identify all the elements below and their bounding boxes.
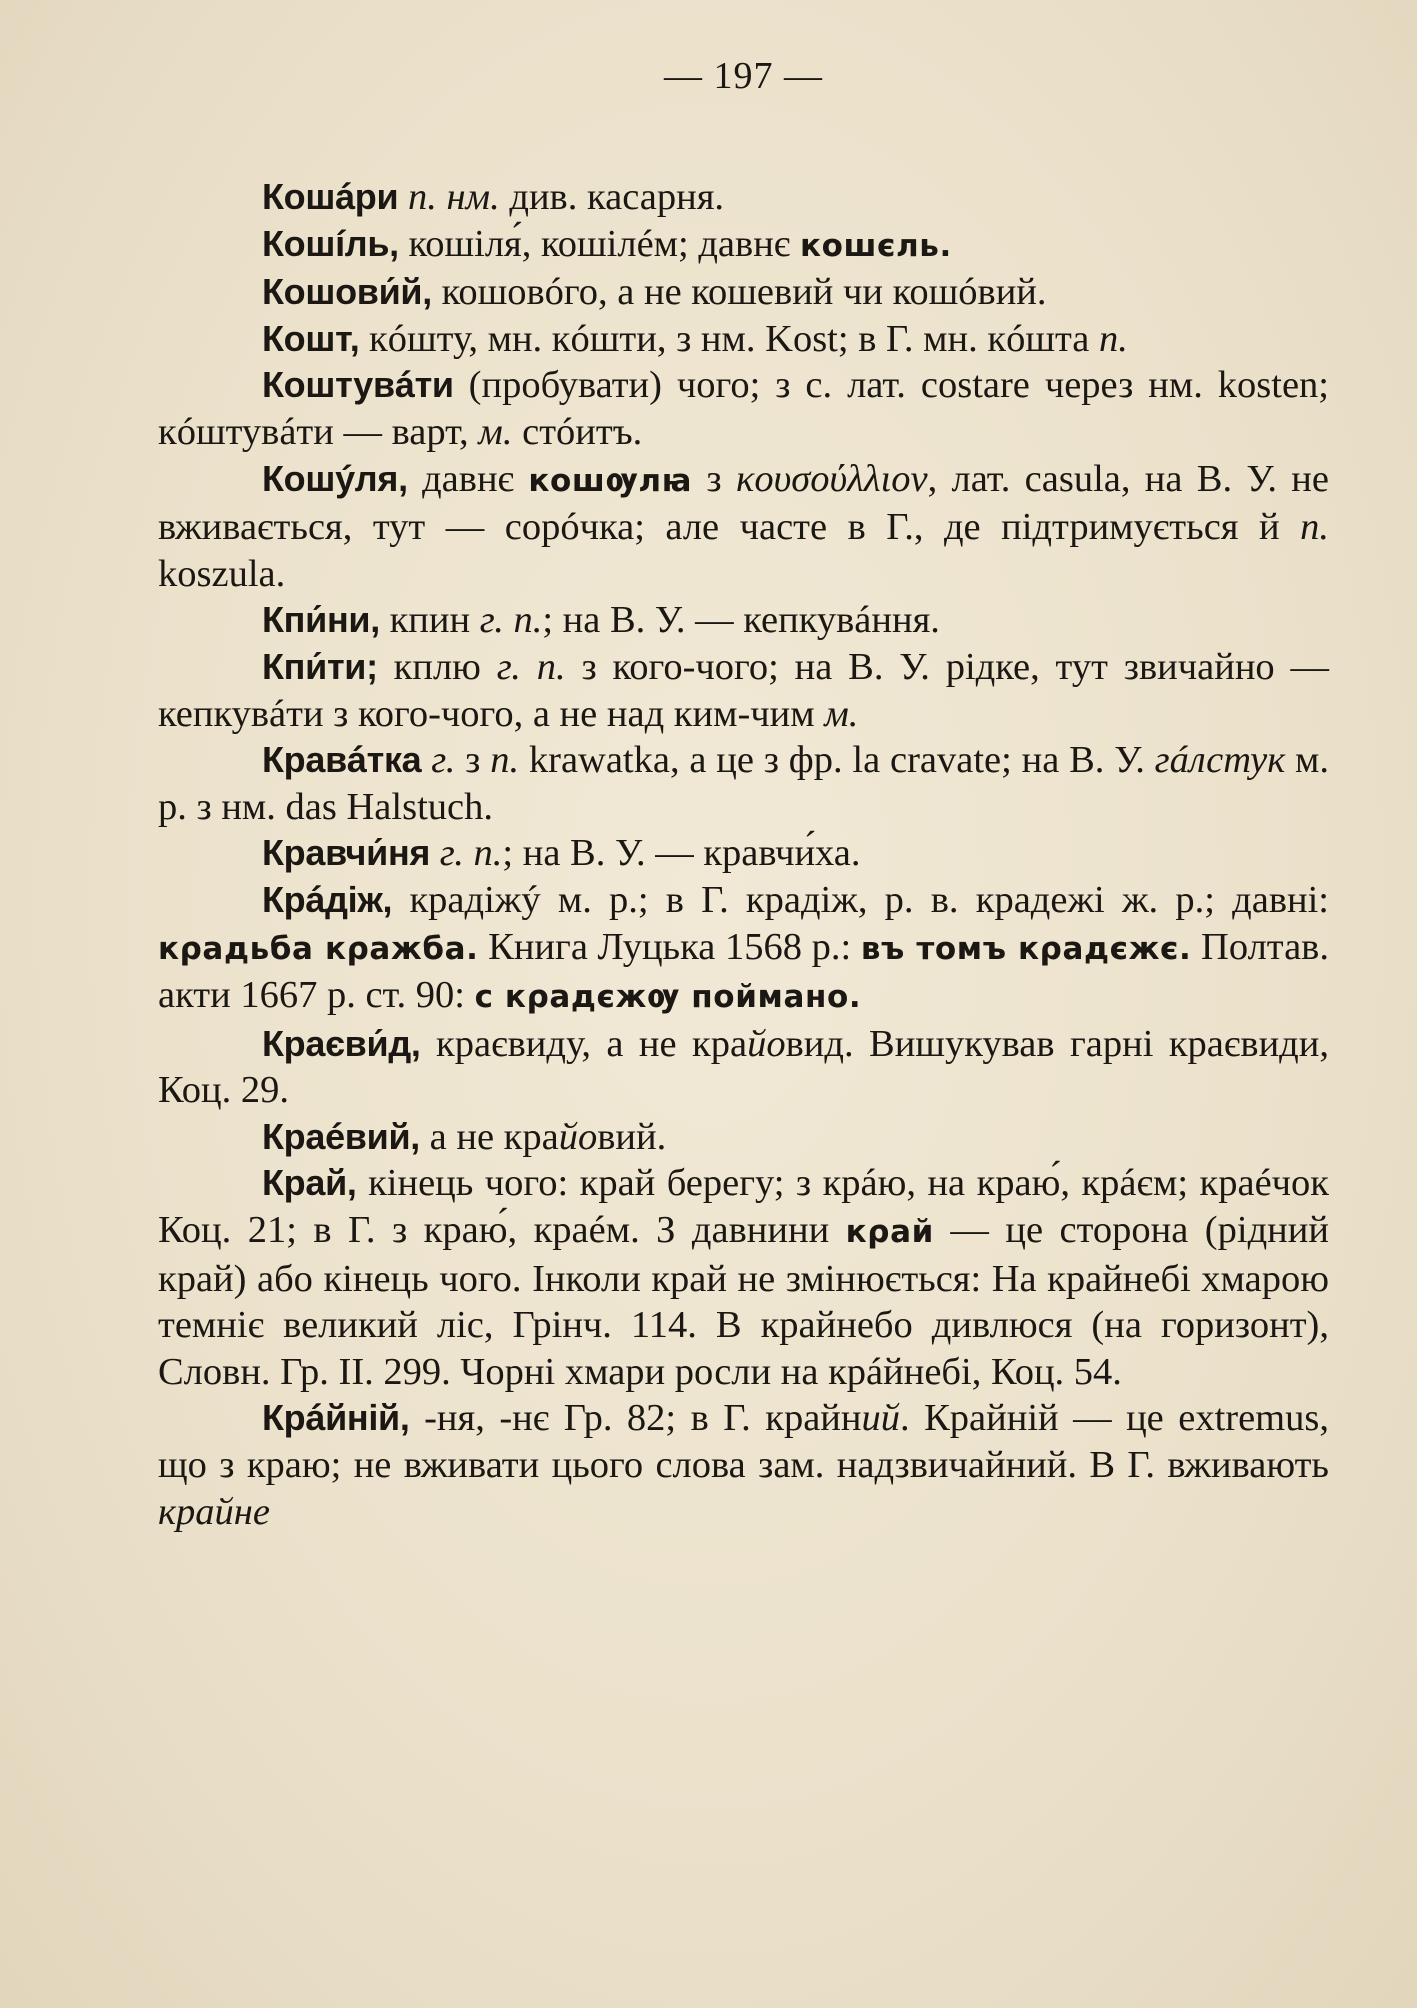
dictionary-entry	[158, 644, 1329, 737]
entry-headword: Кошáри	[262, 176, 399, 217]
entry-headword: Краєви́д,	[262, 1022, 421, 1064]
entry-headword: Краéвий,	[262, 1115, 421, 1157]
entry-text: а не кра	[420, 1115, 559, 1158]
entry-text: , лат. casula, на В. У. не вживається, тут — сорóчка; але часте в Г., де підтримується й	[158, 457, 1329, 549]
entry-text: кпин	[379, 599, 480, 642]
entry-abbreviation: йо	[558, 1115, 598, 1158]
entry-headword: Кошíль,	[262, 222, 399, 264]
dictionary-entry	[158, 1114, 1329, 1161]
entry-text: Полтав. акти 1667 р. ст. 90:	[158, 925, 1329, 1017]
entry-old-script: с кρадєжѹ поймано.	[474, 979, 862, 1016]
entry-text: вид. Вишукував гарні краєвиди, Коц. 29.	[158, 1022, 1329, 1112]
entry-headword: Крáдіж,	[262, 878, 393, 920]
entry-abbreviation: г. п.	[479, 599, 543, 642]
entry-text: — це сторона (рідний край) або кінець чого. Інколи край не змінюється: На крайнебі хмарою темніє великий ліс, Грінч. 114. В крайнебо дивлюся (на горизонт), Словн. Гр. II. 299. Чорні хмари росли на крáйнебі, Коц. 54.	[158, 1209, 1329, 1393]
dictionary-entry	[158, 456, 1329, 598]
entry-text	[430, 832, 440, 874]
entry-abbreviation: г. п.	[496, 645, 566, 688]
entry-abbreviation: п. нм.	[407, 176, 500, 218]
entry-text: кошовóго, а не кошевий чи кошóвий.	[431, 271, 1047, 314]
entry-text: кінець чого: край берегу; з крáю, на краю́, крáєм; краéчок Коц. 21; в Г. з краю́, краéм. З давнини	[158, 1162, 1329, 1252]
entry-headword: Кошт,	[262, 317, 360, 359]
entry-text: кóшту, мн. кóшти, з нм. Kost; в Г. мн. кóшта	[359, 317, 1099, 360]
entry-text: . Крайній — це extremus, що з краю; не вживати цього слова зам. надзвичайний. В Г. вживають	[158, 1397, 1329, 1487]
page-number: — 197 —	[664, 55, 823, 97]
entry-abbreviation: п.	[490, 739, 520, 782]
entry-old-script: кρай	[845, 1214, 934, 1251]
entry-abbreviation: м.	[478, 410, 513, 453]
dictionary-entry	[158, 362, 1329, 455]
entry-text: ; на В. У. — кравчи́ха.	[502, 832, 861, 875]
entry-text: краєвиду, а не кра	[420, 1022, 748, 1065]
entry-old-script: кρадьба кρажба.	[158, 930, 479, 967]
entry-headword: Кошови́й,	[262, 271, 432, 313]
entry-text: кплю	[377, 645, 497, 688]
entry-text: крадіжý м. р.; в Г. крадіж, р. в. крадежі ж. р.; давні:	[392, 878, 1329, 921]
entry-text: (пробувати) чого; з с. лат. costare через нм. kosten; кóштувáти — варт,	[158, 364, 1329, 453]
entry-abbreviation: ий	[861, 1397, 900, 1440]
entry-text: м. р. з нм. das Halstuch.	[158, 739, 1329, 828]
entry-text: з кого-чого; на В. У. рідке, тут звичайно — кепкувáти з кого-чого, а не над ким-чим	[158, 645, 1330, 735]
entry-text: ; на В. У. — кепкувáння.	[542, 599, 940, 642]
dictionary-entry	[158, 597, 1329, 644]
entry-headword: Кравáтка	[262, 739, 422, 781]
entry-text: з	[692, 457, 736, 500]
entry-abbreviation: г.	[431, 739, 456, 782]
dictionary-entry	[158, 1160, 1329, 1395]
entry-abbreviation: йо	[747, 1022, 786, 1065]
entry-headword: Коштувáти	[262, 364, 454, 406]
entry-text: -ня, -нє Гр. 82; в Г. крайн	[409, 1397, 862, 1440]
entry-text: з	[455, 739, 491, 782]
entry-abbreviation: п.	[1300, 506, 1329, 549]
dictionary-entry	[158, 830, 1329, 877]
entry-abbreviation: гáлстук	[1154, 739, 1286, 782]
entry-text: Книга Луцька 1568 р.:	[478, 925, 861, 968]
entry-abbreviation: крайне	[158, 1490, 270, 1533]
dictionary-entry	[158, 1021, 1329, 1114]
entry-headword: Кошýля,	[262, 457, 408, 499]
entry-old-script: кошєль.	[799, 227, 952, 264]
dictionary-entry	[158, 1395, 1329, 1535]
entry-text: вий.	[597, 1115, 667, 1158]
dictionary-entry	[158, 316, 1329, 363]
entry-text: стóитъ.	[512, 410, 643, 453]
entry-text: давнє	[407, 457, 529, 500]
entry-headword: Кравчи́ня	[262, 832, 431, 874]
entry-abbreviation: г. п.	[439, 832, 503, 875]
dictionary-entry	[158, 877, 1329, 1021]
dictionary-entry	[158, 221, 1329, 270]
entry-text	[421, 739, 431, 781]
entry-text: krawatka, а це з фр. la cravate; на В. У.	[519, 739, 1155, 782]
entry-text	[398, 176, 408, 218]
entry-text: koszula.	[158, 552, 286, 595]
entry-headword: Кпи́ти;	[262, 645, 378, 687]
entry-old-script: кошѹлꙗ	[528, 462, 693, 499]
dictionary-entry	[158, 737, 1329, 830]
dictionary-entry	[158, 174, 1329, 221]
entry-headword: Крáйній,	[262, 1397, 410, 1439]
entry-headword: Край,	[262, 1162, 357, 1204]
entry-old-script: въ томъ кρадєжє.	[860, 930, 1192, 967]
entry-text: кошіля́, кошілéм; давнє	[398, 222, 800, 265]
entries-list	[158, 174, 1329, 1535]
entry-text: див. касарня.	[499, 176, 725, 218]
entry-abbreviation: п.	[1099, 317, 1128, 360]
dictionary-entry	[158, 269, 1329, 316]
entry-headword: Кпи́ни,	[262, 599, 380, 641]
entry-abbreviation: κουσούλλιον	[735, 457, 928, 500]
entry-abbreviation: м.	[824, 692, 859, 735]
